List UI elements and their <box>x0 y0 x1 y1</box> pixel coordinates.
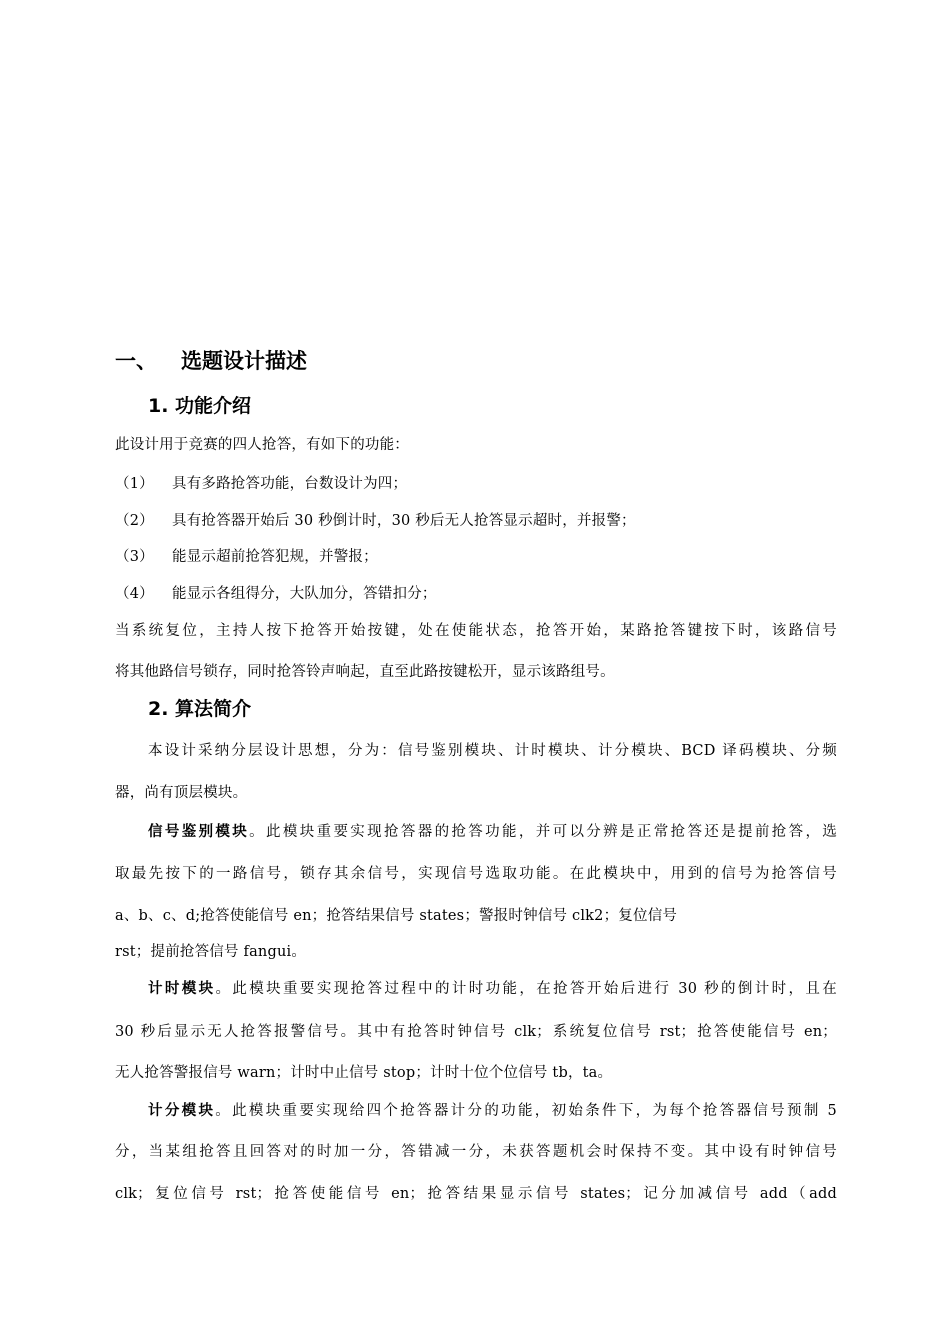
module-name-bold: 计时模块 <box>148 981 216 997</box>
paragraph-line: 当系统复位，主持人按下抢答开始按键，处在使能状态，抢答开始，某路抢答键按下时，该路信号 <box>115 623 837 639</box>
list-item <box>115 472 407 493</box>
paragraph-text: 。此模块重要实现抢答器的抢答功能，并可以分辨是正常抢答还是提前抢答，选 <box>249 824 838 840</box>
list-item-text: 能显示各组得分，大队加分，答错扣分； <box>172 586 437 602</box>
list-item-text: 能显示超前抢答犯规，并警报； <box>172 549 378 565</box>
paragraph-line: 将其他路信号锁存，同时抢答铃声响起，直至此路按键松开，显示该路组号。 <box>115 664 615 680</box>
list-item-tag: （4） <box>115 586 154 602</box>
subsection-heading-algorithm: 2. 算法简介 <box>148 698 252 720</box>
section-number: 一、 <box>115 349 157 373</box>
section-heading <box>115 345 307 375</box>
paragraph-line: clk；复位信号 rst；抢答使能信号 en；抢答结果显示信号 states；记分加减信号 add（add <box>115 1186 837 1202</box>
list-item-tag: （1） <box>115 476 154 492</box>
subsection-heading-function: 1. 功能介绍 <box>148 395 252 417</box>
paragraph-line <box>148 977 837 998</box>
paragraph-line: rst；提前抢答信号 fangui。 <box>115 944 307 960</box>
module-name-bold: 计分模块 <box>148 1103 216 1119</box>
list-item-text: 具有多路抢答功能，台数设计为四； <box>172 476 408 492</box>
paragraph-line: 分，当某组抢答且回答对的时加一分，答错减一分，未获答题机会时保持不变。其中设有时钟信号 <box>115 1144 837 1160</box>
paragraph-line: a、b、c、d;抢答使能信号 en；抢答结果信号 states；警报时钟信号 clk2；复位信号 <box>115 908 678 924</box>
paragraph-text: 。此模块重要实现给四个抢答器计分的功能，初始条件下，为每个抢答器信号预制 5 <box>215 1103 837 1119</box>
list-item-tag: （2） <box>115 513 154 529</box>
paragraph-line: 取最先按下的一路信号，锁存其余信号，实现信号选取功能。在此模块中，用到的信号为抢答信号 <box>115 866 837 882</box>
list-item <box>115 582 437 603</box>
paragraph-text: 。此模块重要实现抢答过程中的计时功能，在抢答开始后进行 30 秒的倒计时，且在 <box>215 981 837 997</box>
paragraph-line <box>148 820 837 841</box>
list-item <box>115 509 636 530</box>
list-item-tag: （3） <box>115 549 154 565</box>
paragraph-line: 器，尚有顶层模块。 <box>115 785 248 801</box>
paragraph-line <box>148 1099 837 1120</box>
list-item-text: 具有抢答器开始后 30 秒倒计时，30 秒后无人抢答显示超时，并报警； <box>172 513 636 529</box>
module-name-bold: 信号鉴别模块 <box>148 824 250 840</box>
paragraph-line: 无人抢答警报信号 warn；计时中止信号 stop；计时十位个位信号 tb，ta。 <box>115 1065 613 1081</box>
paragraph-line: 30 秒后显示无人抢答报警信号。其中有抢答时钟信号 clk；系统复位信号 rst；抢答使能信号 en； <box>115 1024 837 1040</box>
intro-text: 此设计用于竞赛的四人抢答，有如下的功能： <box>115 437 409 453</box>
list-item <box>115 545 378 566</box>
section-title: 选题设计描述 <box>181 349 307 373</box>
paragraph-line: 本设计采纳分层设计思想，分为：信号鉴别模块、计时模块、计分模块、BCD 译码模块、分频 <box>148 743 837 759</box>
